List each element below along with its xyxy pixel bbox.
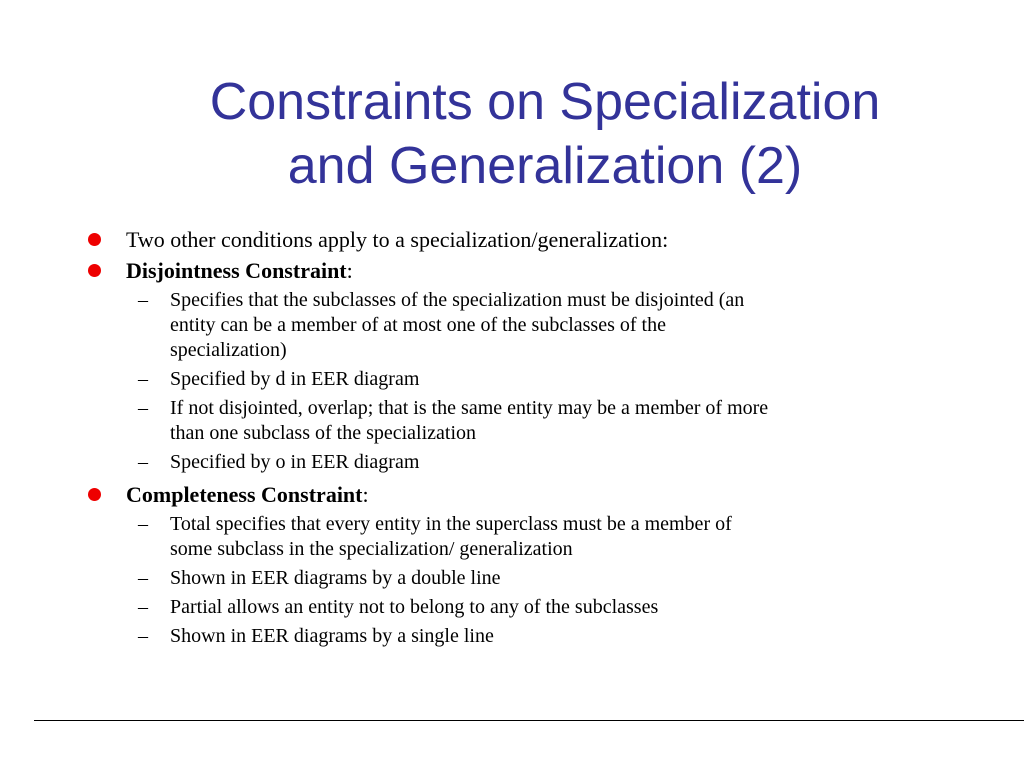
bullet-text: Two other conditions apply to a specialization/generalization: [126, 227, 669, 252]
sub-bullet-text [170, 367, 956, 392]
red-bullet-icon [88, 264, 101, 277]
sub-bullet-line: than one subclass of the specialization [170, 422, 477, 444]
sub-bullet-text [170, 624, 956, 649]
bullet-heading: Completeness Constraint [126, 482, 363, 507]
red-bullet-icon [88, 488, 101, 501]
bullet-item [86, 255, 956, 286]
sub-bullet-line: entity can be a member of at most one of the subclasses of the [170, 314, 666, 336]
sub-bullet-text [170, 566, 956, 591]
sub-bullet-line: Partial allows an entity not to belong to any of the subclasses [170, 596, 659, 618]
slide-title [150, 70, 940, 198]
sub-bullet-text [170, 450, 956, 475]
red-bullet-icon [88, 233, 101, 246]
dash-icon: – [138, 397, 148, 419]
sub-bullet-text [170, 396, 956, 446]
sub-bullet-line: some subclass in the specialization/ generalization [170, 538, 573, 560]
dash-icon: – [138, 513, 148, 535]
sub-bullet-line: specialization) [170, 339, 287, 361]
sub-bullet-item [86, 396, 956, 446]
sub-bullet-line: Shown in EER diagrams by a double line [170, 567, 501, 589]
dash-icon: – [138, 289, 148, 311]
sub-bullet-item [86, 595, 956, 620]
bullet-heading: Disjointness Constraint [126, 258, 347, 283]
sub-bullet-item [86, 624, 956, 649]
sub-bullet-item [86, 367, 956, 392]
sub-bullet-line: If not disjointed, overlap; that is the same entity may be a member of more [170, 397, 769, 419]
dash-icon: – [138, 567, 148, 589]
sub-bullet-text [170, 595, 956, 620]
bullet-item [86, 224, 956, 255]
title-line-2: and Generalization (2) [287, 137, 803, 195]
sub-bullet-line: Specified by o in EER diagram [170, 451, 420, 473]
bullet-suffix: : [362, 482, 369, 507]
sub-bullet-text [170, 288, 956, 363]
sub-bullet-item [86, 566, 956, 591]
bullet-suffix: : [346, 258, 353, 283]
sub-bullet-line: Total specifies that every entity in the superclass must be a member of [170, 513, 732, 535]
title-line-1: Constraints on Specialization [209, 73, 881, 131]
sub-bullet-item [86, 288, 956, 363]
footer-divider [34, 720, 1024, 721]
slide-content [86, 224, 956, 653]
dash-icon: – [138, 625, 148, 647]
dash-icon: – [138, 596, 148, 618]
sub-bullet-line: Specifies that the subclasses of the specialization must be disjointed (an [170, 289, 745, 311]
sub-bullet-line: Shown in EER diagrams by a single line [170, 625, 494, 647]
sub-bullet-line: Specified by d in EER diagram [170, 368, 420, 390]
bullet-item [86, 479, 956, 510]
sub-bullet-item [86, 450, 956, 475]
dash-icon: – [138, 451, 148, 473]
dash-icon: – [138, 368, 148, 390]
sub-bullet-text [170, 512, 956, 562]
sub-bullet-item [86, 512, 956, 562]
